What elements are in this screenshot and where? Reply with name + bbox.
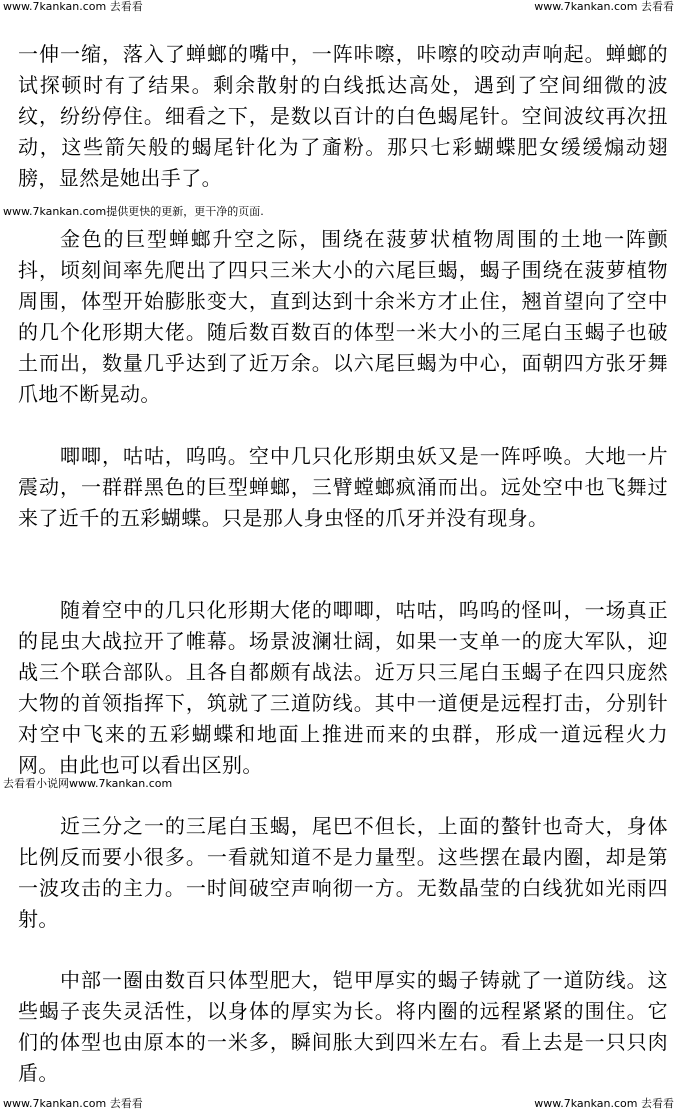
promo-line-lower[interactable]: 去看看小说网www.7kankan.com xyxy=(3,777,173,790)
paragraph-6: 中部一圈由数百只体型肥大，铠甲厚实的蝎子铸就了一道防线。这些蝎子丧失灵活性，以身体的厚实为长。将内圈的远程紧紧的围住。它们的体型也由原本的一米多，瞬间胀大到四米左右。看上去是一只只肉盾。 xyxy=(18,968,668,1085)
paragraph-3: 唧唧，咕咕，呜呜。空中几只化形期虫妖又是一阵呼唤。大地一片震动，一群群黑色的巨型蝉螂，三臂螳螂疯涌而出。远处空中也飞舞过来了近千的五彩蝴蝶。只是那人身虫怪的爪牙并没有现身。 xyxy=(18,444,668,530)
footer-site-link-left[interactable]: www.7kankan.com 去看看 xyxy=(3,1097,143,1110)
header-site-link-left[interactable]: www.7kankan.com 去看看 xyxy=(3,0,143,13)
paragraph-5: 近三分之一的三尾白玉蝎，尾巴不但长，上面的螯针也奇大，身体比例反而要小很多。一看就知道不是力量型。这些摆在最内圈，却是第一波攻击的主力。一时间破空声响彻一方。无数晶莹的白线犹如光雨四射。 xyxy=(18,814,668,931)
header-site-link-right[interactable]: www.7kankan.com 去看看 xyxy=(534,0,674,13)
paragraph-1: 一伸一缩，落入了蝉螂的嘴中，一阵咔嚓，咔嚓的咬动声响起。蝉螂的试探顿时有了结果。剩余散射的白线抵达高处，遇到了空间细微的波纹，纷纷停住。细看之下，是数以百计的白色蝎尾针。空间波纹再次扭动，这些箭矢般的蝎尾针化为了齑粉。那只七彩蝴蝶肥女缓缓煽动翅膀，显然是她出手了。 xyxy=(18,42,668,190)
footer-site-link-right[interactable]: www.7kankan.com 去看看 xyxy=(534,1097,674,1110)
promo-line-middle[interactable]: www.7kankan.com提供更快的更新，更干净的页面. xyxy=(3,205,264,218)
paragraph-2: 金色的巨型蝉螂升空之际，围绕在菠萝状植物周围的土地一阵颤抖，顷刻间率先爬出了四只三米大小的六尾巨蝎，蝎子围绕在菠萝植物周围，体型开始膨胀变大，直到达到十余米方才止住，翘首望向了空中的几个化形期大佬。随后数百数百的体型一米大小的三尾白玉蝎子也破土而出，数量几乎达到了近万余。以六尾巨蝎为中心，面朝四方张牙舞爪地不断晃动。 xyxy=(18,227,668,406)
paragraph-4: 随着空中的几只化形期大佬的唧唧，咕咕，呜呜的怪叫，一场真正的昆虫大战拉开了帷幕。场景波澜壮阔，如果一支单一的庞大军队，迎战三个联合部队。且各自都颇有战法。近万只三尾白玉蝎子在四只庞然大物的首领指挥下，筑就了三道防线。其中一道便是远程打击，分别针对空中飞来的五彩蝴蝶和地面上推进而来的虫群，形成一道远程火力网。由此也可以看出区别。 xyxy=(18,598,668,777)
